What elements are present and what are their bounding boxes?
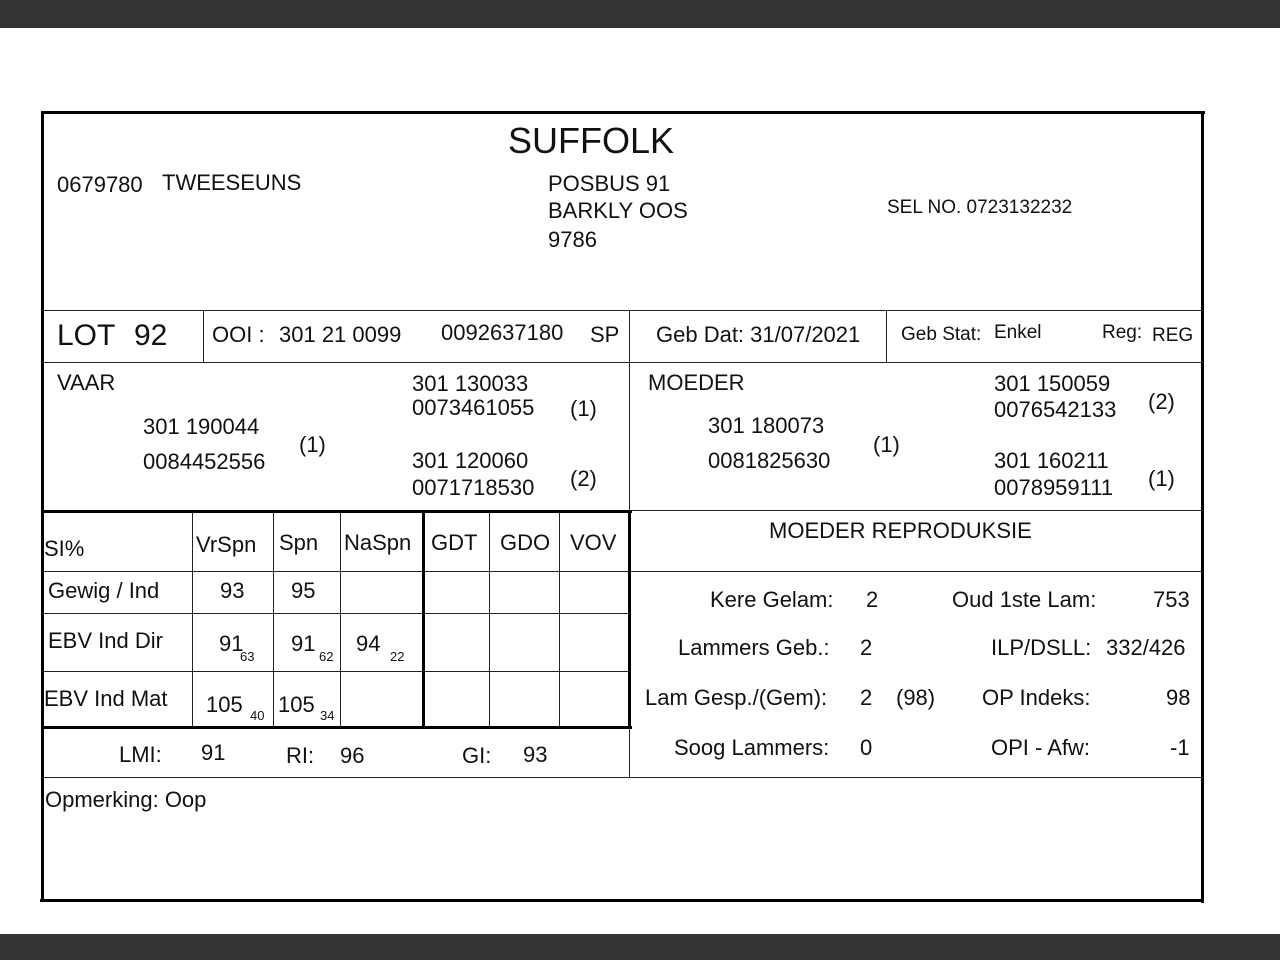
opi-label: OPI - Afw: <box>991 735 1091 760</box>
divider <box>44 613 630 614</box>
divider <box>422 512 425 727</box>
op-value: 98 <box>1166 685 1191 710</box>
row-ebv-dir-label: EBV Ind Dir <box>48 628 163 653</box>
divider-lot-bottom <box>44 362 1202 363</box>
lmi-value: 91 <box>201 740 226 765</box>
moeder-label: MOEDER <box>648 370 745 395</box>
kere-gelam-value: 2 <box>866 587 879 612</box>
header-gdt: GDT <box>431 530 478 555</box>
header-vrspn: VrSpn <box>196 532 257 557</box>
row-ebv-dir-naspn-sub: 22 <box>390 649 405 664</box>
vaar-label: VAAR <box>57 370 116 395</box>
divider <box>489 512 490 727</box>
ooi-reg-no: 0092637180 <box>441 320 564 345</box>
top-bar <box>0 0 1280 28</box>
divider <box>44 571 1202 572</box>
vaar-dam-reg: 0071718530 <box>412 475 535 500</box>
birth-date: Geb Dat: 31/07/2021 <box>656 322 861 347</box>
oud-value: 753 <box>1153 587 1190 612</box>
divider <box>886 310 887 363</box>
soog-label: Soog Lammers: <box>674 735 830 760</box>
row-ebv-dir-vrspn-sub: 63 <box>240 649 255 664</box>
ilp-value: 332/426 <box>1106 635 1186 660</box>
card-title: SUFFOLK <box>508 120 675 161</box>
vaar-sire-reg: 0073461055 <box>412 395 535 420</box>
opi-value: -1 <box>1170 735 1190 760</box>
row-ebv-mat-spn: 105 <box>278 692 315 717</box>
op-label: OP Indeks: <box>982 685 1091 710</box>
moeder-dam-reg: 0078959111 <box>994 475 1114 500</box>
lot-label: LOT <box>57 319 116 352</box>
oud-label: Oud 1ste Lam: <box>952 587 1097 612</box>
vaar-id: 301 190044 <box>143 414 260 439</box>
vaar-dam-id: 301 120060 <box>412 448 529 473</box>
divider <box>44 510 632 513</box>
reg-value: REG <box>1152 325 1194 346</box>
divider <box>44 726 632 729</box>
vaar-reg: 0084452556 <box>143 449 266 474</box>
gi-value: 93 <box>523 742 548 767</box>
divider-lot-top <box>44 310 1202 311</box>
divider <box>629 728 630 778</box>
frame-top <box>41 111 1205 114</box>
divider <box>628 510 631 728</box>
lammers-geb-label: Lammers Geb.: <box>678 635 830 660</box>
vaar-sire-count: (1) <box>570 396 597 421</box>
lam-gesp-label: Lam Gesp./(Gem): <box>645 685 828 710</box>
gi-label: GI: <box>462 743 492 768</box>
reproduction-title: MOEDER REPRODUKSIE <box>769 518 1032 543</box>
phone-number: SEL NO. 0723132232 <box>887 197 1073 218</box>
moeder-dam-count: (1) <box>1148 466 1175 491</box>
frame-left <box>41 111 44 901</box>
birth-status-label: Geb Stat: <box>901 324 982 345</box>
moeder-count: (1) <box>873 432 900 457</box>
lmi-label: LMI: <box>119 742 162 767</box>
row-gewig-label: Gewig / Ind <box>48 578 160 603</box>
vaar-count: (1) <box>299 432 326 457</box>
bottom-bar <box>0 934 1280 960</box>
ri-label: RI: <box>286 743 315 768</box>
moeder-sire-reg: 0076542133 <box>994 397 1117 422</box>
vaar-sire-id: 301 130033 <box>412 371 529 396</box>
moeder-id: 301 180073 <box>708 413 825 438</box>
address-line-2: BARKLY OOS <box>548 198 688 223</box>
moeder-dam-id: 301 160211 <box>994 448 1109 473</box>
row-ebv-dir-spn-sub: 62 <box>319 649 334 664</box>
lam-gesp-gem: (98) <box>896 685 936 710</box>
moeder-reg: 0081825630 <box>708 448 831 473</box>
row-ebv-dir-vrspn: 91 <box>219 631 244 656</box>
divider <box>629 310 630 510</box>
ooi-id: 301 21 0099 <box>279 322 402 347</box>
row-gewig-vrspn: 93 <box>220 578 245 603</box>
ri-value: 96 <box>340 743 365 768</box>
ilp-label: ILP/DSLL: <box>991 635 1092 660</box>
row-ebv-dir-naspn: 94 <box>356 631 381 656</box>
row-ebv-mat-vrspn-sub: 40 <box>250 708 265 723</box>
row-ebv-mat-label: EBV Ind Mat <box>44 686 168 711</box>
divider <box>192 512 193 727</box>
divider <box>340 512 341 727</box>
row-ebv-dir-spn: 91 <box>291 631 316 656</box>
lam-gesp-value: 2 <box>860 685 873 710</box>
moeder-sire-count: (2) <box>1148 389 1175 414</box>
divider <box>273 512 274 727</box>
row-ebv-mat-spn-sub: 34 <box>320 708 335 723</box>
divider <box>44 777 1202 778</box>
divider <box>203 310 204 363</box>
frame-right <box>1201 111 1204 903</box>
reg-label: Reg: <box>1102 322 1143 343</box>
header-spn: Spn <box>279 530 319 555</box>
row-gewig-spn: 95 <box>291 578 316 603</box>
header-si: SI% <box>44 536 85 561</box>
frame-bottom <box>40 899 1202 902</box>
ooi-label: OOI : <box>212 322 265 347</box>
header-gdo: GDO <box>500 530 551 555</box>
lammers-geb-value: 2 <box>860 635 873 660</box>
ooi-suffix: SP <box>590 322 620 347</box>
header-naspn: NaSpn <box>344 530 412 555</box>
kere-gelam-label: Kere Gelam: <box>710 587 834 612</box>
divider <box>632 510 1202 511</box>
breeder-name: TWEESEUNS <box>162 170 302 195</box>
address-line-1: POSBUS 91 <box>548 171 671 196</box>
birth-status-value: Enkel <box>994 322 1042 343</box>
lot-number: 92 <box>134 319 168 352</box>
address-line-3: 9786 <box>548 227 597 252</box>
remark: Opmerking: Oop <box>45 787 207 812</box>
breeder-id: 0679780 <box>57 172 143 197</box>
divider <box>559 512 560 727</box>
header-vov: VOV <box>570 530 617 555</box>
divider <box>44 671 630 672</box>
moeder-sire-id: 301 150059 <box>994 371 1111 396</box>
row-ebv-mat-vrspn: 105 <box>206 692 243 717</box>
soog-value: 0 <box>860 735 873 760</box>
vaar-dam-count: (2) <box>570 466 597 491</box>
